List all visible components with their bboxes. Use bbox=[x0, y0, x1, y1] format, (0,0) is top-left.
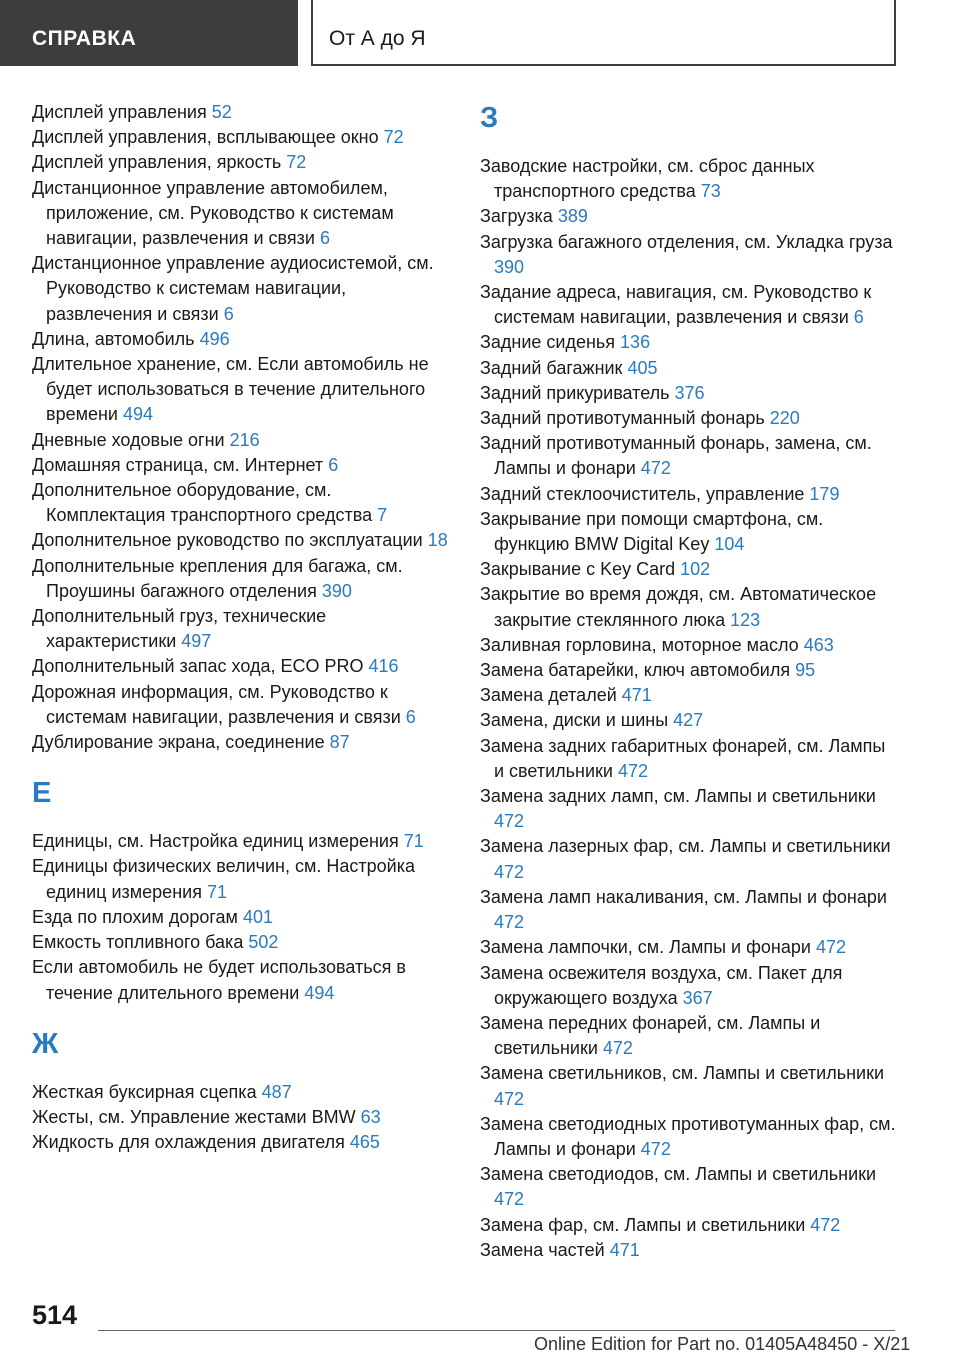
section-title: СПРАВКА bbox=[32, 27, 137, 50]
index-entry-text: Замена ламп накаливания, см. Лампы и фонари bbox=[480, 886, 887, 907]
index-entry-text: Длительное хранение, см. Если автомобиль не будет использоваться в течение длительного времени bbox=[32, 354, 429, 425]
page-reference-link[interactable]: 72 bbox=[383, 127, 404, 148]
page-reference-link[interactable]: 389 bbox=[557, 206, 588, 227]
page-reference-link[interactable]: 6 bbox=[853, 307, 864, 328]
page-reference-link[interactable]: 136 bbox=[620, 332, 651, 353]
index-entry-text: Дорожная информация, см. Руководство к системам навигации, развлечения и связи bbox=[32, 681, 401, 727]
index-entry-text: Замена освежителя воздуха, см. Пакет для окружающего воздуха bbox=[480, 962, 843, 1008]
page-reference-link[interactable]: 71 bbox=[206, 881, 227, 902]
page-reference-link[interactable]: 72 bbox=[286, 152, 307, 173]
index-entry bbox=[480, 1213, 898, 1238]
index-entry bbox=[32, 930, 450, 955]
index-entry bbox=[480, 406, 898, 431]
section-tab bbox=[0, 0, 298, 66]
index-entry-text: Дневные ходовые огни bbox=[32, 429, 225, 450]
index-entry bbox=[32, 428, 450, 453]
index-entry bbox=[480, 935, 898, 960]
page-reference-link[interactable]: 472 bbox=[640, 1138, 671, 1159]
index-entry bbox=[32, 125, 450, 150]
page-reference-link[interactable]: 487 bbox=[261, 1081, 292, 1102]
index-entry-text: Езда по плохим дорогам bbox=[32, 906, 238, 927]
index-entry-text: Жесткая буксирная сцепка bbox=[32, 1081, 257, 1102]
index-letter-heading: Ж bbox=[32, 1027, 59, 1060]
page-reference-link[interactable]: 376 bbox=[674, 382, 705, 403]
index-entry bbox=[32, 829, 450, 854]
page-reference-link[interactable]: 472 bbox=[494, 1189, 525, 1210]
index-entry bbox=[32, 680, 450, 730]
page-reference-link[interactable]: 87 bbox=[329, 732, 350, 753]
page-reference-link[interactable]: 472 bbox=[602, 1038, 633, 1059]
page-reference-link[interactable]: 405 bbox=[627, 357, 658, 378]
index-entry-text: Замена задних ламп, см. Лампы и светильники bbox=[480, 786, 876, 807]
index-entry-text: Задний противотуманный фонарь bbox=[480, 408, 765, 429]
page-reference-link[interactable]: 6 bbox=[223, 303, 234, 324]
index-entry bbox=[32, 528, 450, 553]
index-entry bbox=[32, 955, 450, 1005]
page-reference-link[interactable]: 123 bbox=[730, 609, 761, 630]
page-reference-link[interactable]: 367 bbox=[682, 987, 713, 1008]
index-entry-text: Дополнительный груз, технические характеристики bbox=[32, 606, 327, 652]
page-reference-link[interactable]: 472 bbox=[810, 1214, 841, 1235]
index-entry bbox=[32, 327, 450, 352]
page-reference-link[interactable]: 472 bbox=[494, 1088, 525, 1109]
index-entry-text: Задние сиденья bbox=[480, 332, 616, 353]
index-entry bbox=[480, 482, 898, 507]
page-reference-link[interactable]: 497 bbox=[181, 631, 212, 652]
index-entry bbox=[32, 352, 450, 428]
index-entry bbox=[480, 1061, 898, 1111]
index-entry-text: Задание адреса, навигация, см. Руководство к системам навигации, развлечения и связи bbox=[480, 282, 872, 328]
page-reference-link[interactable]: 472 bbox=[640, 458, 671, 479]
page-reference-link[interactable]: 104 bbox=[714, 534, 745, 555]
index-entry-text: Закрывание с Key Card bbox=[480, 559, 676, 580]
page-reference-link[interactable]: 102 bbox=[680, 559, 711, 580]
index-entry-text: Закрывание при помощи смартфона, см. функцию BMW Digital Key bbox=[480, 508, 824, 555]
index-entry-text: Дисплей управления bbox=[32, 102, 207, 122]
index-entry bbox=[480, 834, 898, 884]
index-entry bbox=[32, 176, 450, 252]
index-entry-text: Замена батарейки, ключ автомобиля bbox=[480, 660, 791, 681]
page-reference-link[interactable]: 465 bbox=[349, 1132, 380, 1153]
index-entry bbox=[32, 478, 450, 528]
page-reference-link[interactable]: 71 bbox=[403, 831, 424, 852]
index-entry-text: Замена светодиодов, см. Лампы и светильники bbox=[480, 1164, 877, 1185]
index-entry-text: Замена лампочки, см. Лампы и фонари bbox=[480, 937, 811, 958]
page-reference-link[interactable]: 494 bbox=[122, 404, 154, 425]
page-reference-link[interactable]: 472 bbox=[494, 861, 525, 882]
page-reference-link[interactable]: 7 bbox=[377, 505, 388, 526]
index-entry-text: Дополнительное оборудование, см. Комплектация транспортного средства bbox=[32, 480, 373, 526]
index-entry-text: Замена деталей bbox=[480, 685, 617, 706]
index-entry bbox=[32, 251, 450, 327]
page-reference-link[interactable]: 220 bbox=[769, 408, 800, 429]
index-entry-text: Заливная горловина, моторное масло bbox=[480, 634, 799, 655]
page-reference-link[interactable]: 472 bbox=[815, 937, 846, 958]
index-entry bbox=[480, 885, 898, 935]
index-entry bbox=[480, 961, 898, 1011]
footer-divider bbox=[98, 1330, 895, 1331]
index-entry bbox=[480, 582, 898, 632]
index-entry bbox=[480, 1162, 898, 1212]
index-entry bbox=[32, 905, 450, 930]
page-reference-link[interactable]: 73 bbox=[700, 181, 721, 202]
index-entry bbox=[32, 100, 450, 125]
index-entry-text: Замена светодиодных противотуманных фар, см. Лампы и фонари bbox=[480, 1113, 896, 1159]
page-reference-link[interactable]: 427 bbox=[673, 710, 704, 731]
index-entry-text: Домашняя страница, см. Интернет bbox=[32, 454, 324, 475]
index-entry bbox=[32, 554, 450, 604]
index-entry-text: Длина, автомобиль bbox=[32, 328, 195, 349]
index-entry bbox=[32, 604, 450, 654]
page-reference-link[interactable]: 216 bbox=[229, 429, 260, 450]
index-entry bbox=[480, 734, 898, 784]
page-reference-link[interactable]: 52 bbox=[211, 102, 232, 122]
index-entry bbox=[32, 654, 450, 679]
index-entry bbox=[480, 507, 898, 557]
index-entry-text: Дисплей управления, всплывающее окно bbox=[32, 127, 379, 148]
index-entry bbox=[480, 633, 898, 658]
index-entry bbox=[32, 1105, 450, 1130]
index-entry bbox=[480, 557, 898, 582]
index-entry-text: Замена лазерных фар, см. Лампы и светильники bbox=[480, 836, 891, 857]
index-entry-text: Дополнительные крепления для багажа, см. Проушины багажного отделения bbox=[32, 555, 403, 601]
index-entry-text: Задний прикуриватель bbox=[480, 382, 670, 403]
page-reference-link[interactable]: 18 bbox=[427, 530, 448, 551]
page-reference-link[interactable]: 494 bbox=[304, 982, 335, 1003]
page-reference-link[interactable]: 390 bbox=[321, 580, 352, 601]
index-entry-text: Замена фар, см. Лампы и светильники bbox=[480, 1214, 806, 1235]
index-entry-text: Емкость топливного бака bbox=[32, 932, 244, 953]
page-reference-link[interactable]: 472 bbox=[494, 811, 525, 832]
page-reference-link[interactable]: 496 bbox=[199, 328, 230, 349]
page-reference-link[interactable]: 390 bbox=[494, 256, 525, 277]
page-reference-link[interactable]: 6 bbox=[319, 228, 330, 249]
index-entry bbox=[32, 1130, 450, 1155]
page-reference-link[interactable]: 471 bbox=[609, 1239, 640, 1260]
index-entry-text: Загрузка bbox=[480, 206, 553, 227]
index-entry bbox=[32, 1080, 450, 1105]
index-entry-text: Жидкость для охлаждения двигателя bbox=[32, 1132, 345, 1153]
index-entry bbox=[480, 280, 898, 330]
page-reference-link[interactable]: 502 bbox=[248, 932, 279, 953]
page-reference-link[interactable]: 95 bbox=[795, 660, 816, 681]
index-letter-heading: З bbox=[480, 102, 499, 134]
index-entry bbox=[480, 1112, 898, 1162]
page-reference-link[interactable]: 6 bbox=[328, 454, 339, 475]
index-entry-text: Дисплей управления, яркость bbox=[32, 152, 282, 173]
index-column-right bbox=[480, 100, 898, 1263]
index-letter-heading: Е bbox=[32, 777, 52, 810]
page-reference-link[interactable]: 463 bbox=[803, 634, 834, 655]
index-entry bbox=[480, 658, 898, 683]
index-entry-text: Жесты, см. Управление жестами BMW bbox=[32, 1106, 356, 1127]
index-entry bbox=[480, 154, 898, 204]
index-entry bbox=[32, 730, 450, 755]
index-entry bbox=[480, 381, 898, 406]
index-entry-text: Замена задних габаритных фонарей, см. Лампы и светильники bbox=[480, 735, 886, 781]
index-entry bbox=[32, 453, 450, 478]
index-entry-text: Замена светильников, см. Лампы и светильники bbox=[480, 1063, 885, 1084]
index-entry-text: Если автомобиль не будет использоваться в течение длительного времени bbox=[32, 957, 406, 1003]
index-entry-text: Замена, диски и шины bbox=[480, 710, 669, 731]
page-reference-link[interactable]: 472 bbox=[494, 912, 525, 933]
index-entry-text: Задний противотуманный фонарь, замена, см. Лампы и фонари bbox=[480, 433, 872, 479]
index-entry-text: Задний багажник bbox=[480, 357, 623, 378]
index-entry-text: Заводские настройки, см. сброс данных транспортного средства bbox=[480, 156, 815, 202]
page-reference-link[interactable]: 472 bbox=[617, 760, 648, 781]
chapter-tab bbox=[311, 0, 896, 66]
index-entry bbox=[480, 204, 898, 229]
page-reference-link[interactable]: 63 bbox=[360, 1106, 381, 1127]
index-entry-text: Замена частей bbox=[480, 1239, 605, 1260]
index-entry-text: Задний стеклоочиститель, управление bbox=[480, 483, 805, 504]
index-entry bbox=[480, 356, 898, 381]
page-number: 514 bbox=[32, 1300, 78, 1330]
index-entry-text: Дублирование экрана, соединение bbox=[32, 732, 325, 753]
index-entry bbox=[480, 683, 898, 708]
index-entry-text: Дистанционное управление аудиосистемой, см. Руководство к системам навигации, развлечения и связи bbox=[32, 253, 434, 324]
index-entry-text: Дистанционное управление автомобилем, приложение, см. Руководство к системам навигации, развлечения и связи bbox=[32, 177, 394, 249]
index-entry bbox=[32, 854, 450, 904]
index-entry bbox=[480, 330, 898, 355]
index-entry bbox=[480, 1238, 898, 1263]
page-reference-link[interactable]: 179 bbox=[809, 483, 840, 504]
index-entry-text: Единицы физических величин, см. Настройка единиц измерения bbox=[32, 856, 415, 902]
page-header bbox=[0, 0, 960, 68]
index-column-left bbox=[32, 100, 450, 1155]
page-reference-link[interactable]: 401 bbox=[242, 906, 273, 927]
chapter-title: От А до Я bbox=[329, 27, 426, 50]
page-reference-link[interactable]: 471 bbox=[621, 685, 652, 706]
index-entry bbox=[32, 150, 450, 175]
page-reference-link[interactable]: 6 bbox=[405, 706, 416, 727]
index-entry-text: Закрытие во время дождя, см. Автоматическое закрытие стеклянного люка bbox=[480, 584, 877, 630]
index-entry-text: Дополнительное руководство по эксплуатации bbox=[32, 530, 423, 551]
index-entry-text: Загрузка багажного отделения, см. Укладка груза bbox=[480, 231, 893, 252]
page-reference-link[interactable]: 416 bbox=[368, 656, 399, 677]
index-entry bbox=[480, 230, 898, 280]
index-entry-text: Единицы, см. Настройка единиц измерения bbox=[32, 831, 399, 852]
index-entry bbox=[480, 431, 898, 481]
index-entry-text: Замена передних фонарей, см. Лампы и светильники bbox=[480, 1012, 821, 1059]
index-entry-text: Дополнительный запас хода, ECO PRO bbox=[32, 656, 364, 677]
index-entry bbox=[480, 708, 898, 733]
edition-note: Online Edition for Part no. 01405A48450 - X/21 bbox=[534, 1334, 911, 1354]
index-entry bbox=[480, 1011, 898, 1061]
index-entry bbox=[480, 784, 898, 834]
